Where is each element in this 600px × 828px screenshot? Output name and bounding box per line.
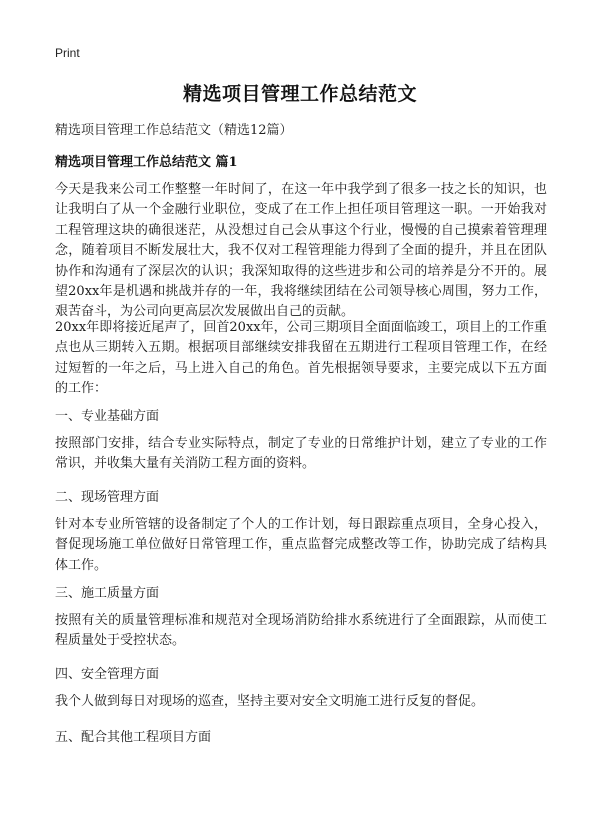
heading-professional-basics: 一、专业基础方面 xyxy=(55,409,160,424)
heading-construction-quality: 三、施工质量方面 xyxy=(55,586,160,601)
section-title: 精选项目管理工作总结范文 篇1 xyxy=(55,155,238,170)
paragraph-professional-basics: 按照部门安排，结合专业实际特点，制定了专业的日常维护计划，建立了专业的工作常识，并收集大量有关消防工程方面的资料。 xyxy=(55,436,547,472)
document-subtitle: 精选项目管理工作总结范文（精选12篇） xyxy=(55,123,293,138)
heading-safety-management: 四、安全管理方面 xyxy=(55,667,160,682)
paragraph-overview: 20xx年即将接近尾声了，回首20xx年，公司三期项目全面面临竣工，项目上的工作重点也从三期转入五期。根据项目部继续安排我留在五期进行工程项目管理工作，在经过短暂的一年之后，马上进入自己的角色。首先根据领导要求，主要完成以下五方面的工作： xyxy=(55,320,547,397)
print-label[interactable]: Print xyxy=(55,46,80,60)
heading-site-management: 二、现场管理方面 xyxy=(55,490,160,505)
paragraph-safety-management: 我个人做到每日对现场的巡查，坚持主要对安全文明施工进行反复的督促。 xyxy=(55,694,485,709)
paragraph-intro: 今天是我来公司工作整整一年时间了，在这一年中我学到了很多一技之长的知识，也让我明白了从一个金融行业职位，变成了在工作上担任项目管理这一职。一开始我对工程管理这块的确很迷茫，从没想过自己会从事这个行业，慢慢的自己摸索着管理理念，随着项目不断发展壮大，我不仅对工程管理能力得到了全面的提升，并且在团队协作和沟通有了深层次的认识；我深知取得的这些进步和公司的培养是分不开的。展望20xx年是机遇和挑战并存的一年，我将继续团结在公司领导核心周围，努力工作，艰苦奋斗，为公司向更高层次发展做出自己的贡献。 xyxy=(55,182,547,320)
page-title: 精选项目管理工作总结范文 xyxy=(182,83,417,105)
paragraph-site-management: 针对本专业所管辖的设备制定了个人的工作计划，每日跟踪重点项目，全身心投入，督促现场施工单位做好日常管理工作，重点监督完成整改等工作，协助完成了结构具体工作。 xyxy=(55,517,547,573)
paragraph-construction-quality: 按照有关的质量管理标准和规范对全现场消防给排水系统进行了全面跟踪，从而使工程质量处于受控状态。 xyxy=(55,613,547,649)
heading-other-projects: 五、配合其他工程项目方面 xyxy=(55,730,212,745)
